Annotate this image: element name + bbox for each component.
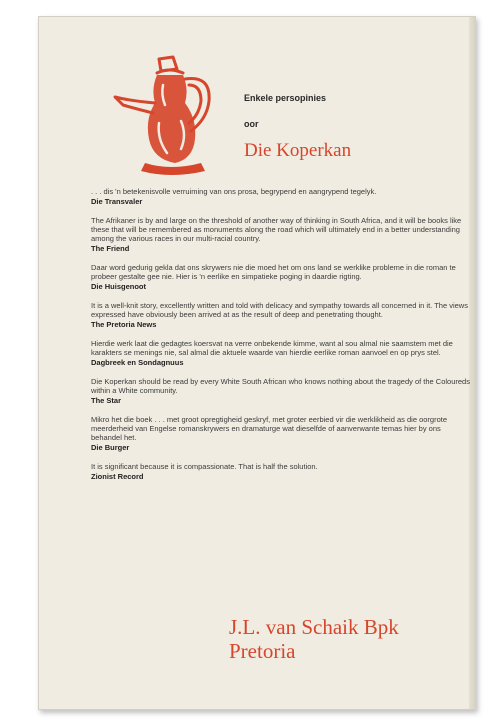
review-text: . . . dis 'n betekenisvolle verruiming van ons prosa, begrypend en aangrypend tegelyk.	[91, 187, 377, 196]
publisher-imprint	[229, 615, 399, 663]
copper-kettle-icon	[101, 39, 221, 189]
review-item	[91, 187, 471, 206]
review-item	[91, 216, 471, 253]
review-source: The Pretoria News	[91, 320, 157, 329]
review-source: Die Burger	[91, 443, 130, 452]
review-item	[91, 339, 471, 367]
review-item	[91, 301, 471, 329]
review-source: Dagbreek en Sondagnuus	[91, 358, 184, 367]
review-text: The Afrikaner is by and large on the threshold of another way of thinking in South Africa, and it will be books like these that will be remembered as monuments along the road which will ultimately end in a better understanding among the various races in our multi-racial country.	[91, 216, 462, 243]
review-text: Die Koperkan should be read by every White South African who knows nothing about the tragedy of the Coloureds within a White community.	[91, 377, 470, 395]
book-title: Die Koperkan	[244, 140, 352, 161]
review-source: The Star	[91, 396, 122, 405]
review-text: It is significant because it is compassionate. That is half the solution.	[91, 462, 318, 471]
publisher-name: J.L. van Schaik Bpk	[229, 615, 399, 639]
review-item	[91, 415, 471, 452]
review-item	[91, 377, 471, 405]
review-text: Daar word gedurig gekla dat ons skrywers nie die moed het om ons land se werklike probleme in die roman te probeer gestalte gee nie. Hier is 'n eerlike en simpatieke poging in daardie rigting.	[91, 263, 456, 281]
review-item	[91, 462, 471, 481]
publisher-city: Pretoria	[229, 639, 296, 663]
review-text: Mikro het die boek . . . met groot opregtigheid geskryf, met groter eerbied vir die werklikheid as die oorgrote meerderheid van Engelse romanskrywers en dramaturge wat dieselfde of aanverwante temas hier by ons behandel het.	[91, 415, 448, 442]
review-source: Die Transvaler	[91, 197, 143, 206]
review-source: Die Huisgenoot	[91, 282, 147, 291]
header-preposition: oor	[244, 119, 259, 129]
review-source: Zionist Record	[91, 472, 144, 481]
press-reviews	[91, 187, 471, 491]
review-text: It is a well-knit story, excellently written and told with delicacy and sympathy towards all concerned in it. The views expressed have obviously been arrived at as the result of deep and penetrating thought.	[91, 301, 468, 319]
review-source: The Friend	[91, 244, 130, 253]
review-item	[91, 263, 471, 291]
book-back-cover	[38, 16, 476, 710]
header-subtitle: Enkele persopinies	[244, 93, 327, 103]
review-text: Hierdie werk laat die gedagtes koersvat na verre onbekende kimme, want al sou almal nie saamstem met die karakters se menings nie, sal almal die aktuele waarde van hierdie eerlike roman aanvoel en op prys stel.	[91, 339, 453, 357]
